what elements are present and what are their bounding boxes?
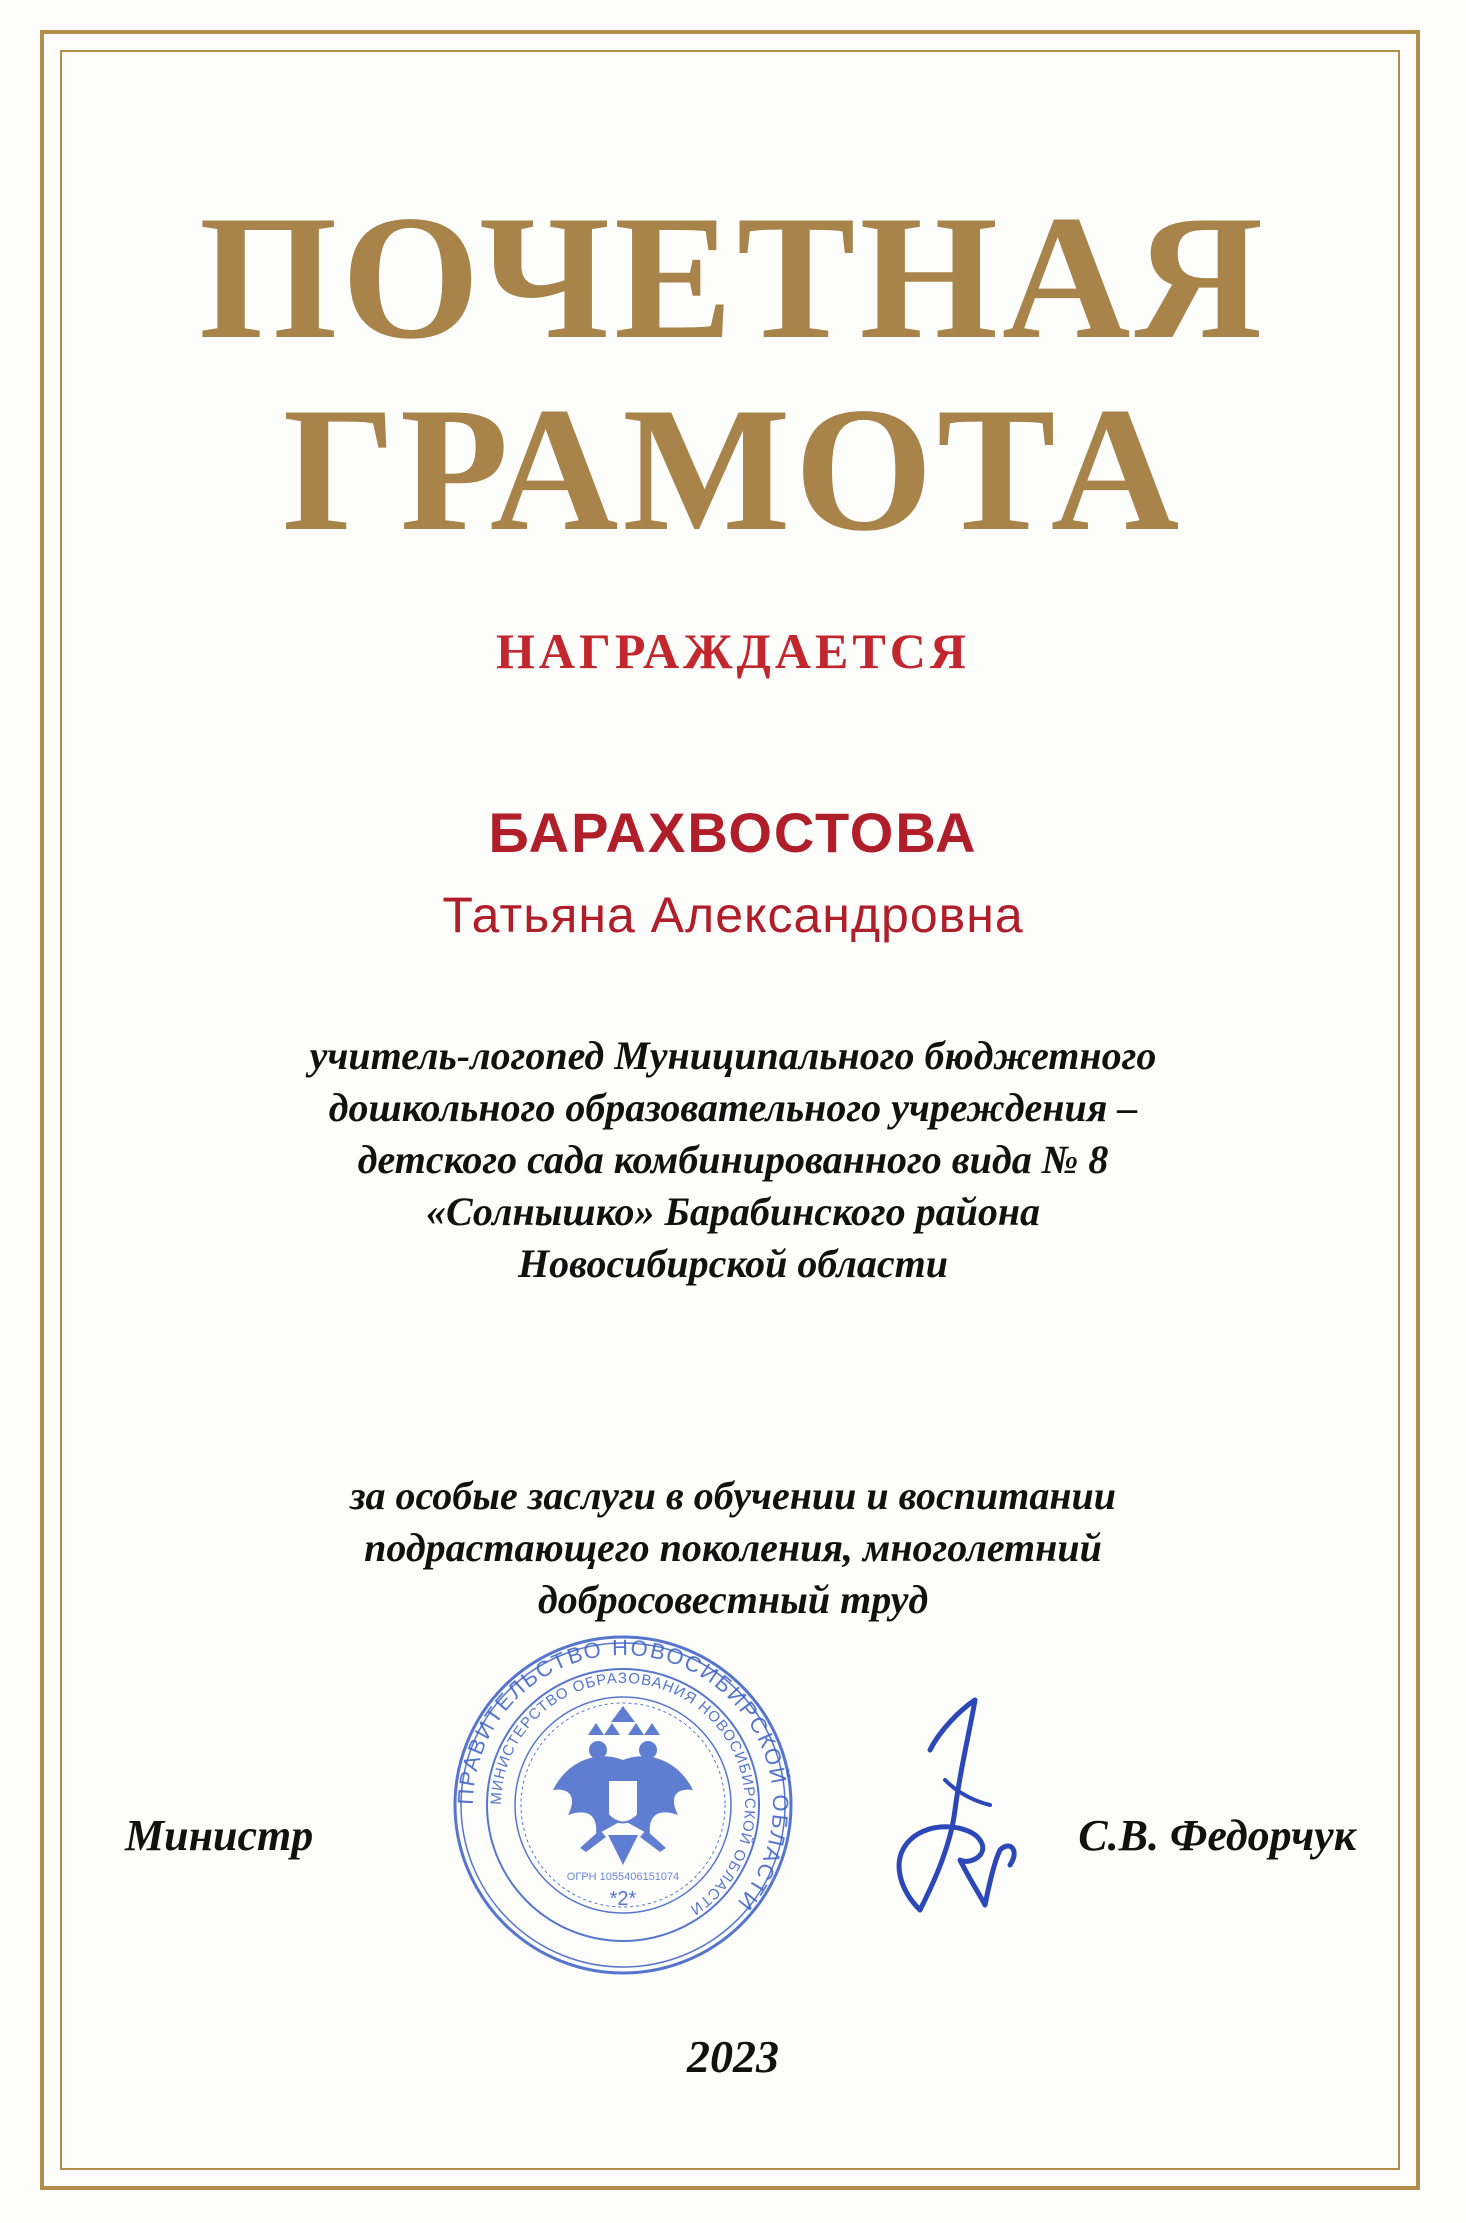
recipient-position: [0, 1030, 1466, 1290]
recipient-surname: БАРАХВОСТОВА: [488, 801, 978, 864]
recipient-given-names: Татьяна Александровна: [442, 887, 1024, 943]
handwritten-signature: [860, 1690, 1060, 1930]
official-seal: [448, 1630, 798, 1980]
merit-reason: [0, 1470, 1466, 1626]
signatory-name: С.В. Федорчук: [1078, 1811, 1356, 1860]
title-line-2: ГРАМОТА: [282, 370, 1184, 568]
position-line: учитель-логопед Муниципального бюджетного: [309, 1033, 1157, 1078]
merit-line: добросовестный труд: [537, 1577, 929, 1622]
merit-line: за особые заслуги в обучении и воспитании: [349, 1473, 1117, 1518]
title-line-1: ПОЧЕТНАЯ: [198, 178, 1268, 376]
position-line: дошкольного образовательного учреждения –: [328, 1085, 1138, 1130]
signatory-title: Министр: [125, 1811, 314, 1860]
position-line: Новосибирской области: [517, 1241, 949, 1286]
merit-line: подрастающего поколения, многолетний: [364, 1525, 1102, 1570]
double-headed-eagle-icon: [553, 1706, 693, 1865]
seal-ogrn: ОГРН 1055406151074: [566, 1871, 680, 1883]
position-line: детского сада комбинированного вида № 8: [357, 1137, 1109, 1182]
seal-outer-text: ПРАВИТЕЛЬСТВО НОВОСИБИРСКОЙ ОБЛАСТИ: [452, 1634, 794, 1917]
seal-number: *2*: [609, 1888, 637, 1910]
awarded-label: НАГРАЖДАЕТСЯ: [496, 623, 970, 679]
seal-inner-text: МИНИСТЕРСТВО ОБРАЗОВАНИЯ НОВОСИБИРСКОЙ ОБЛАСТИ: [487, 1669, 759, 1919]
certificate-year: 2023: [687, 2031, 779, 2082]
position-line: «Солнышко» Барабинского района: [425, 1189, 1041, 1234]
